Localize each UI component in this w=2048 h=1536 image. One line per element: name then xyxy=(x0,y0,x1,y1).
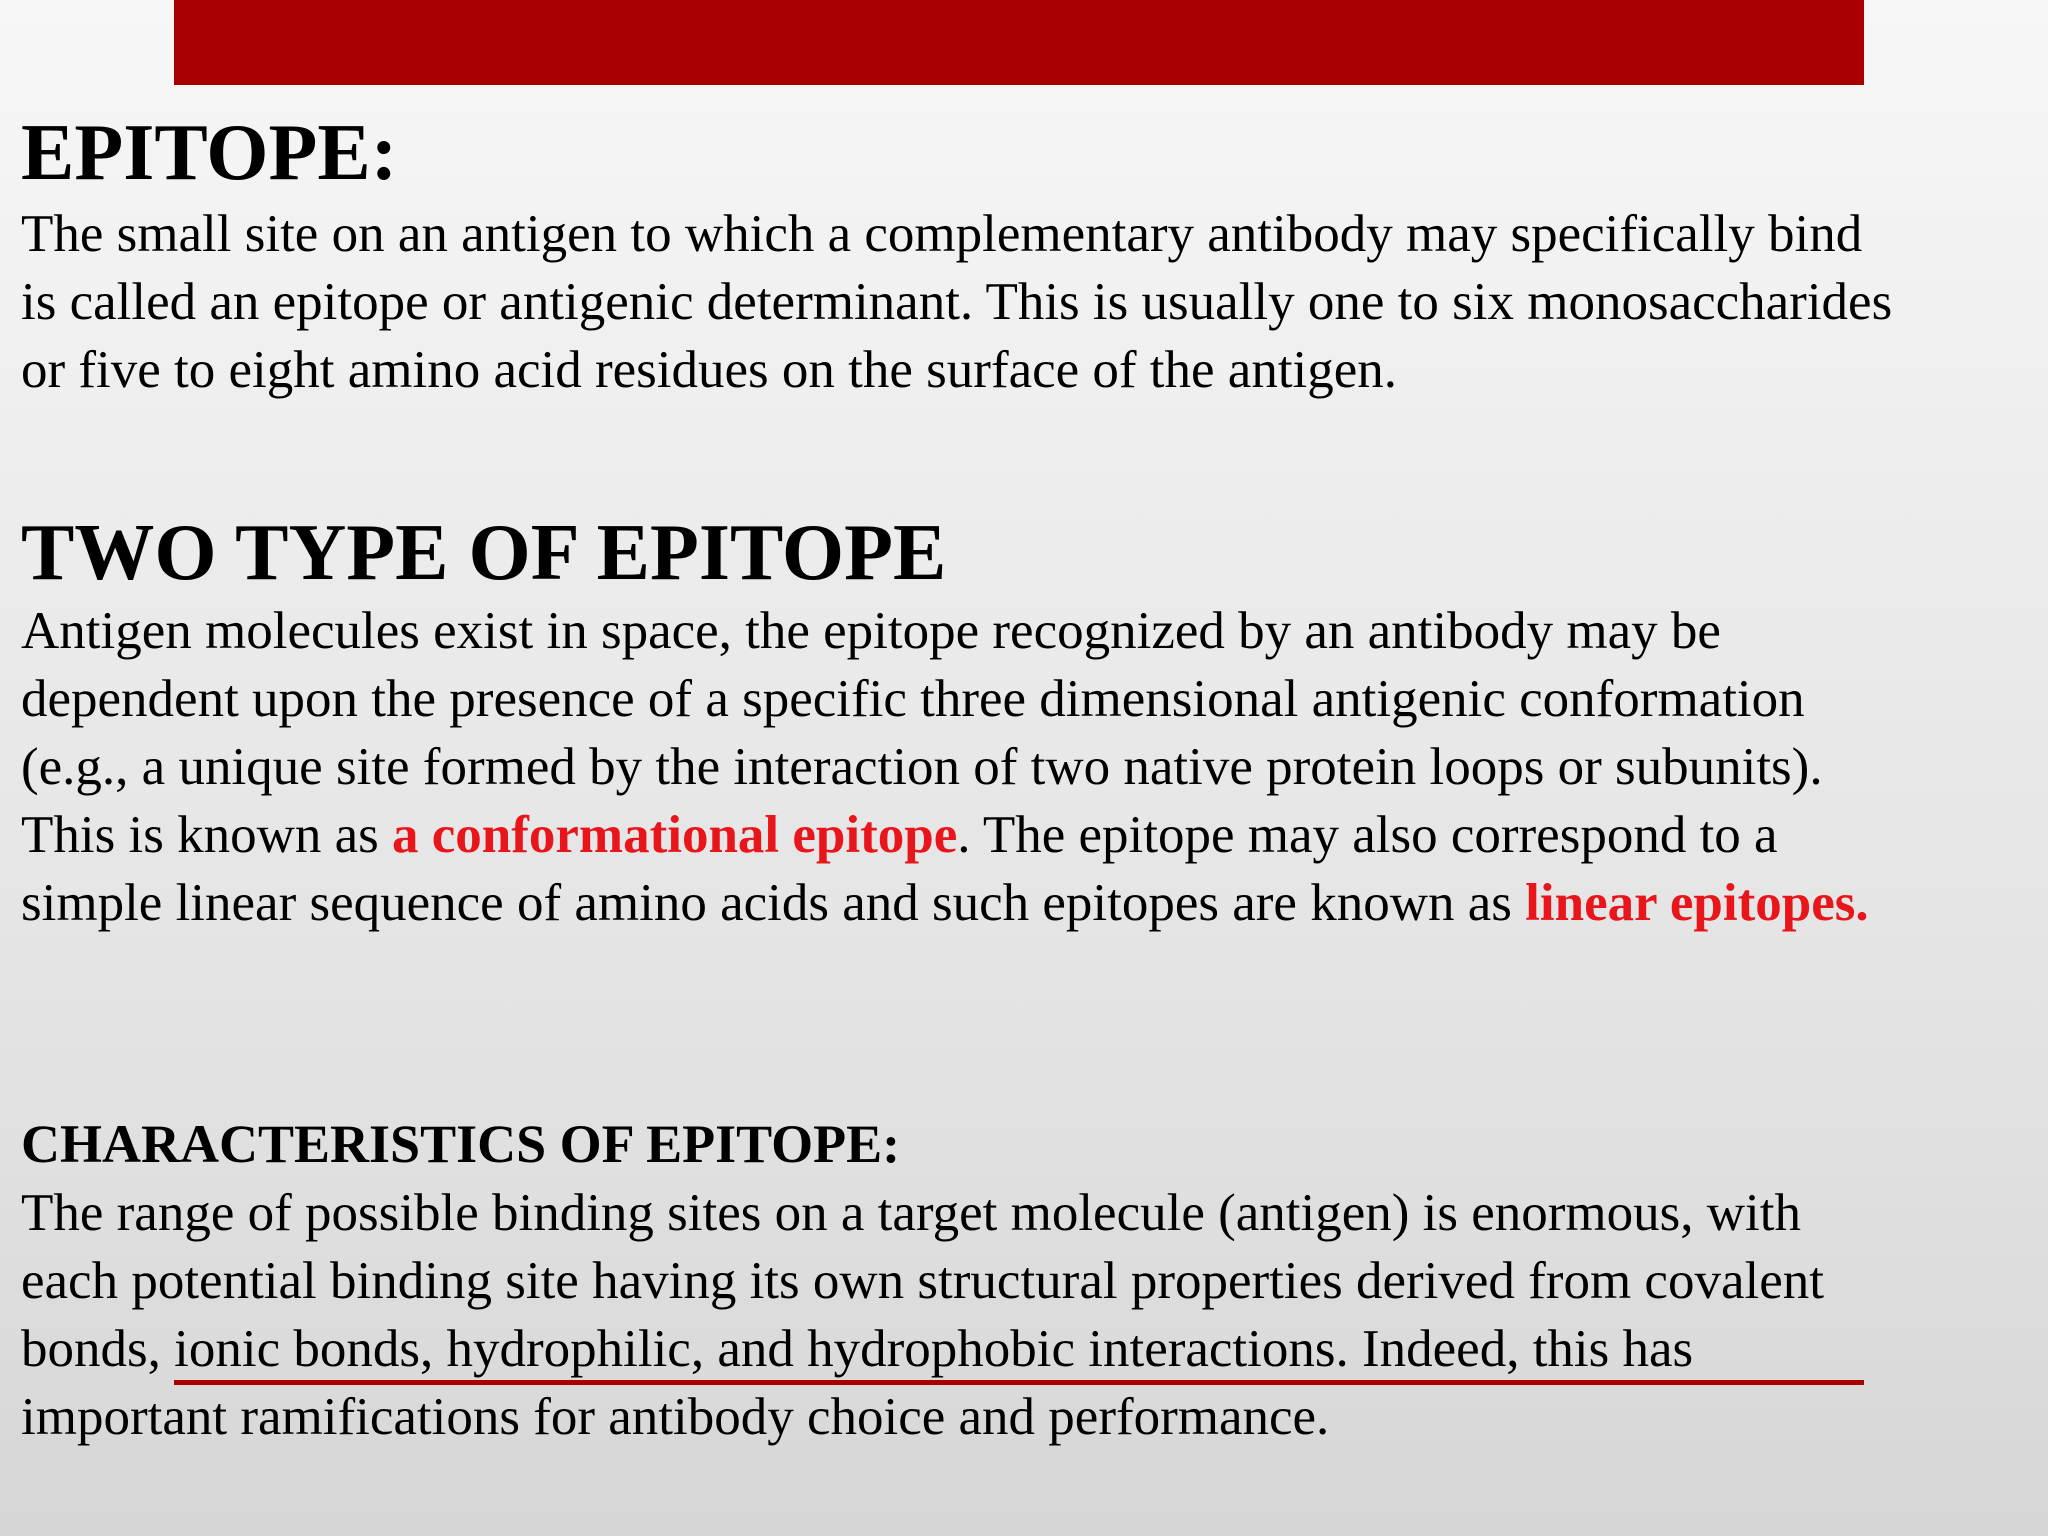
conformational-epitope-highlight: a conformational epitope xyxy=(392,806,958,864)
text-line: is called an epitope or antigenic determinant. This is usually one to six monosaccharides xyxy=(21,273,1893,331)
slide-content xyxy=(21,108,2031,1446)
text-segment: This is known as xyxy=(21,806,392,864)
text-line: Antigen molecules exist in space, the epitope recognized by an antibody may be xyxy=(21,602,1721,660)
text-line: The range of possible binding sites on a target molecule (antigen) is enormous, with xyxy=(21,1184,1802,1242)
two-types-paragraph xyxy=(21,597,1869,937)
text-segment: . The epitope may also correspond to a xyxy=(957,806,1778,864)
text-line: dependent upon the presence of a specific three dimensional antigenic conformation xyxy=(21,670,1805,728)
text-line: important ramifications for antibody choice and performance. xyxy=(21,1388,1330,1446)
text-line: bonds, ionic bonds, hydrophilic, and hydrophobic interactions. Indeed, this has xyxy=(21,1320,1694,1378)
text-line xyxy=(21,869,1869,937)
text-line: (e.g., a unique site formed by the interaction of two native protein loops or subunits). xyxy=(21,738,1823,796)
text-line: each potential binding site having its own structural properties derived from covalent xyxy=(21,1252,1824,1310)
bottom-divider xyxy=(174,1380,1864,1385)
text-line: The small site on an antigen to which a complementary antibody may specifically bind xyxy=(21,205,1863,263)
text-segment: simple linear sequence of amino acids and such epitopes are known as xyxy=(21,874,1526,932)
two-types-heading: TWO TYPE OF EPITOPE xyxy=(21,509,947,597)
linear-epitopes-highlight: linear epitopes. xyxy=(1525,874,1869,932)
epitope-definition xyxy=(21,200,1892,404)
top-accent-bar xyxy=(174,0,1864,85)
characteristics-heading: CHARACTERISTICS OF EPITOPE: xyxy=(21,1114,901,1174)
text-line xyxy=(21,801,1869,869)
characteristics-paragraph xyxy=(21,1179,1824,1451)
epitope-heading: EPITOPE: xyxy=(21,109,398,197)
text-line: or five to eight amino acid residues on the surface of the antigen. xyxy=(21,341,1398,399)
